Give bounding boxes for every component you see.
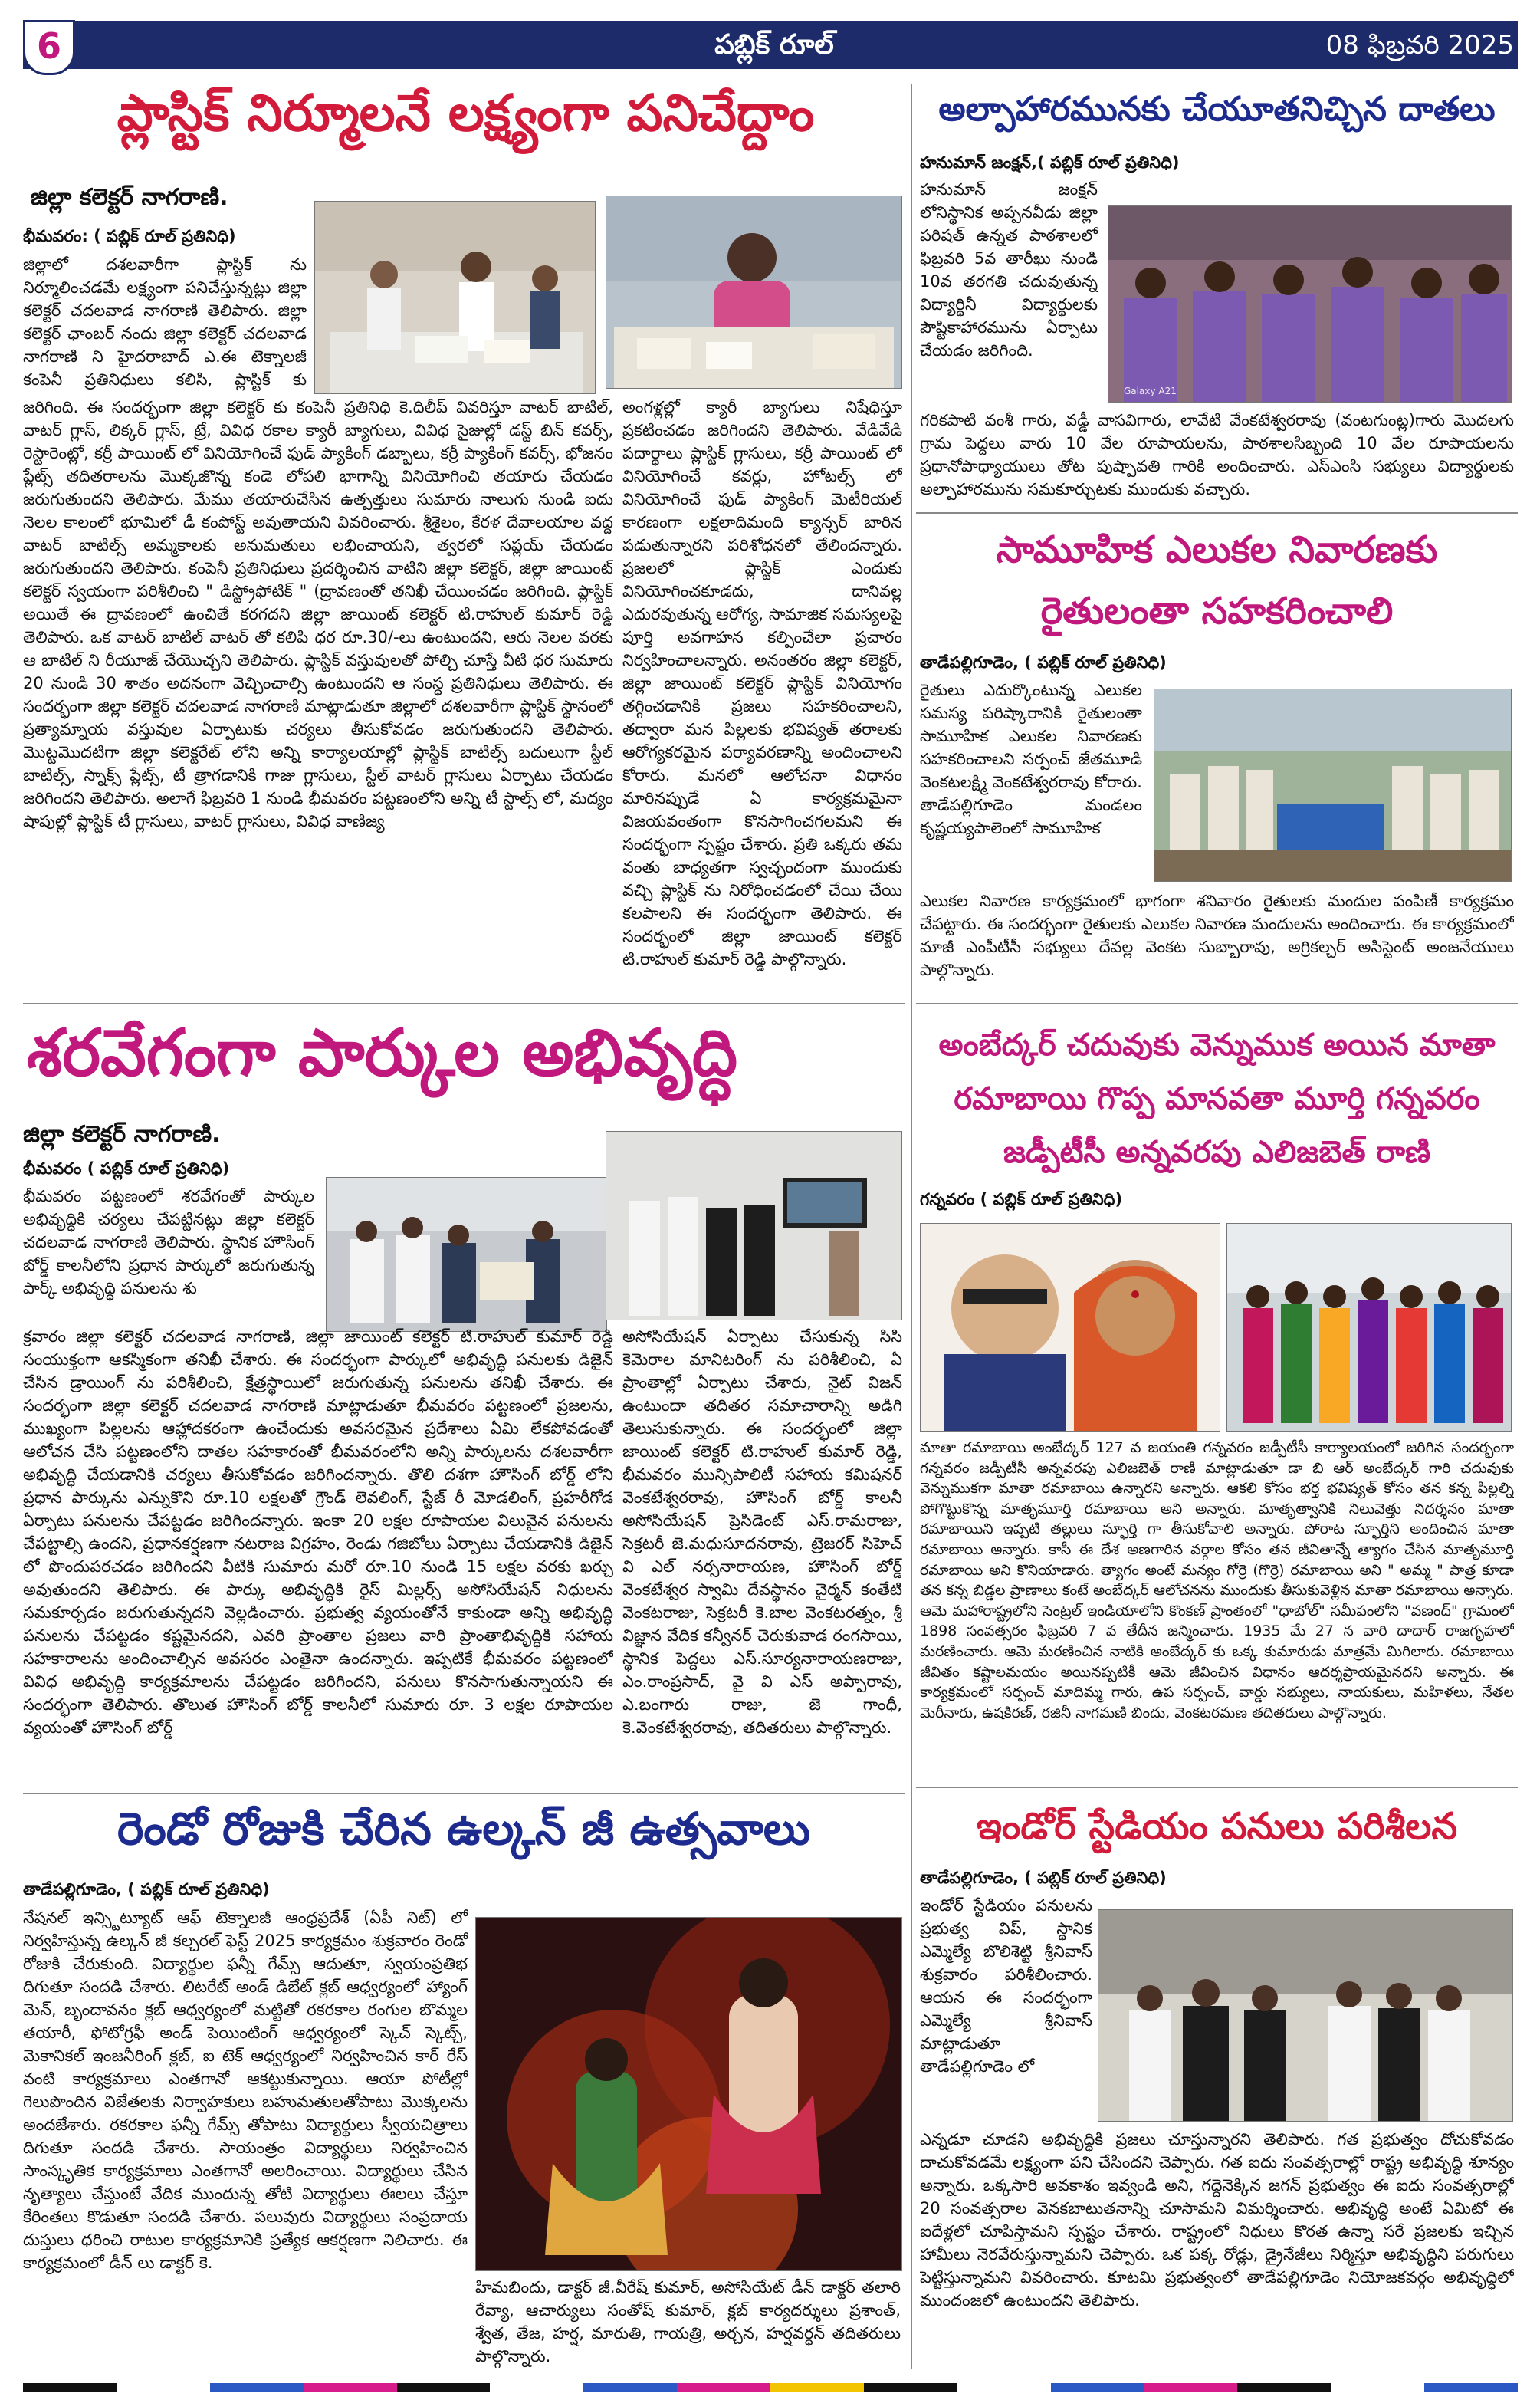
ramabai-dateline: గన్నవరం ( పబ్లిక్ రూల్ ప్రతినిధి) [920,1190,1123,1208]
rats-body-1: రైతులు ఎదుర్కొంటున్న ఎలుకల సమస్య పరిష్కారానికి రైతులంతా సామూహిక ఎలుకల నివారణకు సహకరించాలని సర్పంచ్ జేతమూడి వెంకటలక్ష్మి వెంకటేశ్వరరావు కోరారు. తాడేపల్లిగూడెం మండలం కృష్ణయ్యపాలెంలో సామూహిక [920,681,1142,838]
ramabai-headline-line2: రమాబాయి గొప్ప మానవతా మూర్తి గన్నవరం [954,1081,1480,1116]
school-photo-watermark: Galaxy A21 [1124,386,1177,396]
ulkan-body-1: నేషనల్ ఇన్స్టిట్యూట్ ఆఫ్ టెక్నాలజీ ఆంధ్రప్రదేశ్ (ఏపీ నిట్) లో నిర్వహిస్తున్న ఉల్కన్ జీ కల్చరల్ ఫెస్ట్ 2025 కార్యక్రమం శుక్రవారం రెండో రోజుకి చేరుకుంది. విద్యార్థుల ఫన్నీ గేమ్స్ ఆదుతూ, స్వయంప్రతిభ దిగుతూ సందడి చేశారు. లిటరేట్ అండ్ డిబేట్ క్లబ్ ఆధ్వర్యంలో హ్యాంగ్ మెన్, బృందావనం క్లబ్ ఆధ్వర్యంలో మట్టితో రకరకాల రంగుల బొమ్మల తయారీ, ఫోటోగ్రఫీ అండ్ పెయింటింగ్ ఆధ్వర్యంలో స్కెచ్ స్కెట్చ్, మెకానికల్ ఇంజనీరింగ్ క్లబ్, ఐ టెక్ ఆధ్వర్యంలో నిర్వహించిన కార్ రేస్ వంటి కార్యక్రమాలు ఎంతగానో ఆకట్టుకున్నాయి. ఆయా పోటీల్లో గెలుపొందిన విజేతలకు నిర్వాహకులు బహుమతులతోపాటు మొక్కలను అందజేశారు. రకరకాల ఫన్నీ గేమ్స్ తోపాటు విద్యార్థులు స్వీయచిత్రాలు దిగుతూ సందడి చేశారు. సాయంత్రం విద్యార్థులు నిర్వహించిన సాంస్కృతిక కార్యక్రమాలు ఎంతగానో అలరించాయి. విద్యార్థులు చేసిన నృత్యాలు చేస్తుంటే వేదిక ముందున్న తోటి విద్యార్థులు ఈలలు చేస్తూ కేరింతలు కొడుతూ సందడి చేశారు. పలువురు విద్యార్థులు సంప్రదాయ దుస్తులు ధరించి రాటుల కార్యక్రమానికి ప్రత్యేక ఆకర్షణగా నిలిచారు. ఈ కార్యక్రమంలో డీన్ లు డాక్టర్ కె. [23,1908,468,2273]
stadium-body-1: ఇండోర్ స్టేడియం పనులను ప్రభుత్వ విప్, స్థానిక ఎమ్మెల్యే బొలిశెట్టి శ్రీనివాస్ శుక్రవారం పరిశీలించారు. ఆయన ఈ సందర్భంగా ఎమ్మెల్యే శ్రీనివాస్ మాట్లాడుతూ తాడేపల్లిగూడెం లో [920,1896,1092,2076]
ramabai-headline-line3: జడ్పీటీసీ అన్నవరపు ఎలిజబెత్ రాణి [1003,1135,1431,1170]
ulkan-dateline: తాడేపల్లిగూడెం, ( పబ్లిక్ రూల్ ప్రతినిధి) [23,1880,270,1899]
parks-body-2: క్రవారం జిల్లా కలెక్టర్ చదలవాడ నాగరాణి, జిల్లా జాయింట్ కలెక్టర్ టి.రాహుల్ కుమార్ రెడ్డి సంయుక్తంగా ఆకస్మికంగా తనిఖీ చేశారు. ఈ సందర్భంగా పార్కులో అభివృద్ధి పనులకు డిజైన్ చేసిన డ్రాయింగ్ ను పరిశీలించి, క్షేత్రస్థాయిలో జరుగుతున్న పనులను తనిఖీ చేశారు. ఈ సందర్భంగా జిల్లా కలెక్టర్ చదలవాడ నాగరాణి మాట్లాడుతూ భీమవరం పట్టణంలో ప్రజలను, ముఖ్యంగా పిల్లలను ఆహ్లాదకరంగా ఉంచేందుకు అవసరమైన ప్రదేశాలు ఏమి లేకపోవడంతో ఆలోచన చేసి పట్టణంలోని దాతల సహకారంతో భీమవరంలోని అన్ని పార్కులను దశలవారీగా అభివృద్ధి చేయడానికి చర్యలు తీసుకోవడం జరిగిందన్నారు. తొలి దశగా హౌసింగ్ బోర్డ్ లోని ప్రధాన పార్కును ఎన్నుకొని రూ.10 లక్షలతో గ్రౌండ్ లెవలింగ్, స్టేజ్ రీ మోడలింగ్, ప్రహరీగోడ ఏర్పాటు పనులను చేపట్టడం జరిగిందన్నారు. ఇంకా 20 లక్షల రూపాయల విలువైన పనులను చేపట్టాల్సి ఉందని, ప్రధానకర్షణగా నటరాజ విగ్రహం, రెండు గజిబోలు ఏర్పాటు చేయడానికి డిజైన్ లో పొందుపరచడం జరిగిందని వీటికి సుమారు మరో రూ.10 నుండి 15 లక్షల వరకు ఖర్చు అవుతుందని తెలిపారు. ఈ పార్కు అభివృద్ధికి రైస్ మిల్లర్స్ అసోసియేషన్ నిధులను సమకూర్చడం జరుగుతున్నదని వెల్లడించారు. ప్రభుత్వ వ్యయంతోనే కాకుండా అన్ని అభివృద్ధి పనులను చేపట్టడం కష్టమైనదని, ఎవరి ప్రాంతాల ప్రజలు వారి ప్రాంతాభివృద్ధికి సహాయ సహకారాలను అందించాల్సిన అవసరం ఎంతైనా ఉందన్నారు. ఇప్పటికే భీమవరం పట్టణంలో వివిధ అభివృద్ధి కార్యక్రమాలను చేపట్టడం జరిగిందని, పనులు కొనసాగుతున్నాయని ఈ సందర్భంగా తెలిపారు. తొలుత హౌసింగ్ బోర్డ్ కాలనీలో సుమారు రూ. 3 లక్షల రూపాయల వ్యయంతో హౌసింగ్ బోర్డ్ [23,1327,613,1738]
meal-body-2: గరికపాటి వంశీ గారు, వడ్డీ వాసవిగారు, లావేటి వేంకటేశ్వరరావు (వంటగుంట్ల)గారు మొదలగు గ్రామ పెద్దలు వారు 10 వేల రూపాయలను, పాఠశాలసిబ్బంది 10 వేల రూపాయలను ప్రధానోపాధ్యాయులు తోట పుష్పావతి గారికి అందించారు. ఎస్ఎంసి సభ్యులు విద్యార్థులకు అల్పాహారమును సమకూర్చుటకు ముందుకు వచ్చారు. [920,411,1514,499]
issue-date: 08 ఫిబ్రవరి 2025 [1325,30,1514,61]
section-divider [23,1003,905,1004]
photo-farmers-group [1154,689,1512,882]
photo-school-students [1108,205,1512,403]
meal-body-1: హనుమాన్ జంక్షన్ లోనిస్థానిక అప్పనవీడు జిల్లా పరిషత్ ఉన్నత పాఠశాలలో ఫిబ్రవరి 5వ తారీఖు నుండి 10వ తరగతి చదువుతున్న విద్యార్థినీ విద్యార్థులకు పౌష్టికాహారమును ఏర్పాటు చేయడం జరిగింది. [920,180,1098,360]
photo-women-gathering [1226,1223,1512,1432]
section-divider-2 [23,1793,905,1794]
plastic-body-1-cont [23,396,613,994]
ulkan-body-2: హిమబిందు, డాక్టర్ జీ.వీరేష్ కుమార్, అసోసియేట్ డీన్ డాక్టర్ తలారి రేవ్యా, ఆచార్యులు సంతోష్ కుమార్, క్లబ్ కార్యదర్శులు ప్రశాంత్, శ్వేత, తేజ, హర్ష, మారుతి, గాయత్రి, అర్చన, హర్షవర్ధన్ తదితరులు పాల్గొన్నారు. [475,2278,901,2366]
parks-dateline: భీమవరం ( పబ్లిక్ రూల్ ప్రతినిధి) [23,1159,230,1178]
plastic-headline: ప్లాస్టిక్ నిర్మూలనే లక్ష్యంగా పనిచేద్దాం [117,84,815,143]
rats-body-2: ఎలుకల నివారణ కార్యక్రమంలో భాగంగా శనివారం రైతులకు మందుల పంపిణీ కార్యక్రమం చేపట్టారు. ఈ సందర్భంగా రైతులకు ఎలుకల నివారణ మందులను అందించారు. ఈ కార్యక్రమంలో మాజీ ఎంపీటీసీ సభ్యులు దేవల్ల వెంకట సుబ్బారావు, అగ్రికల్చర్ అసిస్టెంట్ అంజనేయులు పాల్గొన్నారు. [920,892,1514,980]
plastic-body-2: అంగళ్లల్లో క్యారీ బ్యాగులు నిషేధిస్తూ ప్రకటించడం జరిగిందని తెలిపారు. వేడివేడి పదార్థాలు ప్లాస్టిక్ గ్లాసులు, కర్రీ పాయింట్ లో వినియోగించే కవర్లు, హోటల్స్ లో వినియోగించే ఫుడ్ ప్యాకింగ్ మెటీరియల్ కారణంగా లక్షలాదిమంది క్యాన్సర్ బారిన పడుతున్నారని పరిశోధనలో తేలిందన్నారు. ప్రజలలో ప్లాస్టిక్ ఎందుకు వినియోగించకూడదు, దానివల్ల ఎదురవుతున్న ఆరోగ్య, సామాజిక సమస్యలపై పూర్తి అవగాహన కల్పించేలా ప్రచారం నిర్వహించాలన్నారు. అనంతరం జిల్లా కలెక్టర్, జిల్లా జాయింట్ కలెక్టర్ ప్లాస్టిక్ వినియోగం తగ్గించడానికి ప్రజలు సహకరించాలని, తద్వారా మన పిల్లలకు భవిష్యత్ తరాలకు ఆరోగ్యకరమైన పర్యావరణాన్ని అందించాలని కోరారు. మనలో ఆలోచనా విధానం మారినప్పుడే ఏ కార్యక్రమమైనా విజయవంతంగా కొనసాగించగలమని ఈ సందర్భంగా స్పష్టం చేశారు. ప్రతి ఒక్కరు తమ వంతు బాధ్యతగా స్వచ్ఛందంగా ముందుకు వచ్చి ప్లాస్టిక్ ను నిరోధించడంలో చేయి చేయి కలపాలని ఈ సందర్భంగా తెలిపారు. ఈ సందర్భంలో జిల్లా జాయింట్ కలెక్టర్ టి.రాహుల్ కుమార్ రెడ్డి పాల్గొన్నారు. [622,398,902,969]
parks-byline: జిల్లా కలెక్టర్ నాగరాణి. [23,1121,221,1148]
parks-body-1: భీమవరం పట్టణంలో శరవేగంతో పార్కుల అభివృద్ధికి చర్యలు చేపట్టినట్లు జిల్లా కలెక్టర్ చదలవాడ నాగరాణి తెలిపారు. స్థానిక హౌసింగ్ బోర్డ్ కాలనీలోని ప్రధాన పార్కులో జరుగుతున్న పార్క్ అభివృద్ధి పనులను శు [23,1187,314,1298]
rats-dateline: తాడేపల్లిగూడెం, ( పబ్లిక్ రూల్ ప్రతినిధి) [920,653,1167,672]
plastic-body-1-text: జరిగింది. ఈ సందర్భంగా జిల్లా కలెక్టర్ కు కంపెనీ ప్రతినిధి కె.దిలీప్ వివరిస్తూ వాటర్ బాటిల్, వాటర్ గ్లాస్, లిక్కర్ గ్లాస్, ట్రే, వివిధ రకాల క్యారీ బ్యాగులు, వివిధ సైజుల్లో డస్ట్ బిన్ కవర్స్, రెస్టారెంట్లో, కర్రీ పాయింట్ లో వినియోగించే ఫుడ్ ప్యాకింగ్ డబ్బాలు, కర్రీ ప్యాకింగ్ కవర్స్, భోజనం ప్లేట్స్ తదితరాలను మొక్కజొన్న కండె లోపలి భాగాన్ని వినియోగించి తయారు చేయడం జరుగుతుందని తెలిపారు. మేము తయారుచేసిన ఉత్పత్తులు సుమారు నాలుగు నుండి ఐదు నెలల కాలంలో భూమిలో డీ కంపోస్ట్ అవుతాయని వివరించారు. శ్రీశైలం, కేరళ దేవాలయాల వద్ద వాటర్ బాటిల్స్ అమ్మకాలకు అనుమతులు లభించాయని, త్వరలో సప్లయ్ చేయడం జరుగుతుందని తెలిపారు. కంపెనీ ప్రతినిధులు ప్రదర్శించిన వాటిని జిల్లా కలెక్టర్, జిల్లా జాయింట్ కలెక్టర్ స్వయంగా పరిశీలించి " డిస్ట్రోఫోటిక్ " (ద్రావణంతో తనిఖీ చేయించడం జరిగింది. ప్లాస్టిక్ అయితే ఈ ద్రావణంలో ఉంచితే కరగదని జిల్లా జాయింట్ కలెక్టర్ టి.రాహుల్ కుమార్ రెడ్డి తెలిపారు. ఒక వాటర్ బాటిల్ వాటర్ తో కలిపి ధర రూ.30/-లు ఉంటుందని, ఆరు నెలల వరకు ఆ బాటిల్ ని రీయూజ్ చేయొచ్చని తెలిపారు. ప్లాస్టిక్ వస్తువులతో పోల్చి చూస్తే వీటి ధర సుమారు 20 నుండి 30 శాతం అదనంగా వెచ్చించాల్సి ఉంటుందని ఆ సంస్థ ప్రతినిధులు తెలిపారు. ఈ సందర్భంగా జిల్లా కలెక్టర్ చదలవాడ నాగరాణి మాట్లాడుతూ జిల్లాలో దశలవారీగా ప్లాస్టిక్ స్థానంలో ప్రత్యామ్నాయ వస్తువుల ఏర్పాటుకు చర్యలు తీసుకోవడం జరుగుతుందని తెలిపారు. మొట్టమొదటిగా జిల్లా కలెక్టరేట్ లోని అన్ని కార్యాలయాల్లో ప్లాస్టిక్ బాటిల్స్ బదులుగా స్టీల్ బాటిల్స్, స్నాక్స్ ప్లేట్స్, టీ త్రాగడానికి గాజు గ్లాసులు, స్టీల్ వాటర్ గ్లాసులు ఏర్పాటు చేయడం జరిగిందని తెలిపారు. అలాగే ఫిబ్రవరి 1 నుండి భీమవరం పట్టణంలోని అన్ని టీ స్టాల్స్ లో, మద్యం షాపుల్లో ప్లాస్టిక్ టీ గ్లాసులు, వాటర్ గ్లాసులు, వివిధ వాణిజ్య [23,398,613,831]
parks-body-3: అసోసియేషన్ ఏర్పాటు చేసుకున్న సిసి కెమెరాల మానిటరింగ్ ను పరిశీలించి, ఏ ప్రాంతాల్లో ఏర్పాటు చేశారు, నైట్ విజన్ ఉంటుందా తదితర సమాచారాన్ని అడిగి తెలుసుకున్నారు. ఈ సందర్భంలో జిల్లా జాయింట్ కలెక్టర్ టి.రాహుల్ కుమార్ రెడ్డి, భీమవరం మున్సిపాలిటీ సహాయ కమిషనర్ వెంకటేశ్వరరావు, హౌసింగ్ బోర్డ్ కాలనీ అసోసియేషన్ ప్రెసిడెంట్ ఎస్.రామరాజు, సెక్రటరీ జె.మధుసూదనరావు, ట్రెజరర్ సిహెచ్ వి ఎల్ నర్సనారాయణ, హౌసింగ్ బోర్డ్ వెంకటేశ్వర స్వామి దేవస్థానం చైర్మన్ కంతేటి వెంకటరాజు, సెక్రటరీ కె.బాల వెంకటరత్నం, శ్రీ విజ్ఞాన వేదిక కన్వీనర్ చెరుకువాడ రంగసాయి, స్థానిక పెద్దలు ఎస్.సూర్యనారాయణరాజు, ఎం.రాంప్రసాద్, వై వి ఎస్ అప్పారావు, ఎ.బంగారు రాజు, జె గాంధీ, కె.వెంకటేశ్వరరావు, తదితరులు పాల్గొన్నారు. [622,1327,902,1738]
stadium-dateline: తాడేపల్లిగూడెం, ( పబ్లిక్ రూల్ ప్రతినిధి) [920,1869,1167,1887]
plastic-dateline: భీమవరం: ( పబ్లిక్ రూల్ ప్రతినిధి) [23,227,236,245]
plastic-body-1: జిల్లాలో దశలవారీగా ప్లాస్టిక్ ను నిర్మూలించడమే లక్ష్యంగా పనిచేస్తున్నట్లు జిల్లా కలెక్టర్ చదలవాడ నాగరాణి తెలిపారు. జిల్లా కలెక్టర్ ఛాంబర్ నందు జిల్లా కలెక్టర్ చదలవాడ నాగరాణి ని హైదరాబాద్ ఎ.ఈ టెక్నాలజీ కంపెనీ ప్రతినిధులు కలిసి, ప్లాస్టిక్ కు [23,255,307,390]
column-divider [911,84,912,2369]
stadium-body-2: ఎన్నడూ చూడని అభివృద్ధికి ప్రజలు చూస్తున్నారని తెలిపారు. గత ప్రభుత్వం దోచుకోవడం దాచుకోవడమే లక్ష్యంగా పని చేసిందని చెప్పారు. గత ఐదు సంవత్సరాల్లో రాష్ట్ర అభివృద్ధి శూన్యం అన్నారు. ఒక్కసారి అవకాశం ఇవ్వండి అని, గద్దెనెక్కిన జగన్ ప్రభుత్వం ఈ ఐదు సంవత్సరాల్లో 20 సంవత్సరాల వెనకబాటుతనాన్ని చూసామని విమర్శించారు. అభివృద్ధి అంటే ఏమిటో ఈ ఐదేళ్లలో చూపిస్తామని స్పష్టం చేశారు. రాష్ట్రంలో నిధులు కొరత ఉన్నా సరే ప్రజలకు ఇచ్చిన హామీలు నెరవేరుస్తున్నామని చెప్పారు. ఒక పక్క రోడ్లు, డ్రైనేజీలు నిర్మిస్తూ అభివృద్ధిని పరుగులు పెట్టిస్తున్నామని వివరించారు. కూటమి ప్రభుత్వంలో తాడేపల్లిగూడెం నియోజకవర్గం అభివృద్ధిలో ముందంజలో ఉంటుందని తెలిపారు. [920,2130,1514,2310]
rats-headline-line1: సామూహిక ఎలుకల నివారణకు [996,528,1438,571]
photo-collector-desk [606,196,902,389]
paper-name: పబ్లిక్ రూల్ [714,29,834,61]
section-divider-r2 [916,1003,1518,1004]
photo-ambedkar-ramabai [920,1223,1220,1432]
parks-headline: శరవేగంగా పార్కుల అభివృద్ధి [27,1015,738,1090]
footer-color-bar [23,2383,1518,2392]
photo-park-inspection [326,1177,607,1332]
section-divider-r1 [916,512,1518,514]
page-number: 6 [23,20,75,75]
photo-collector-demo [314,201,596,394]
rats-headline-line2: రైతులంతా సహకరించాలి [1040,590,1394,633]
plastic-byline: జిల్లా కలెక్టర్ నాగరాణి. [31,184,228,211]
ramabai-body-1: మాతా రమాబాయి అంబేద్కర్ 127 వ జయంతి గన్నవరం జడ్పీటీసీ కార్యాలయంలో జరిగిన సందర్భంగా గన్నవరం జడ్పీటీసీ అన్నవరపు ఎలిజబెత్ రాణి మాట్లాడుతూ డా బి ఆర్ అంబేద్కర్ గారి చదువుకు వెన్నుముకగా మాతా రమాబాయి ఉన్నారని అన్నారు. ఆకలి కోసం భర్త భవిష్యత్ కోసం తన కన్న పిల్లల్ని పోగొట్టుకొన్న మాతృమూర్తి రమాబాయి అని అన్నారు. మాతృత్వానికి నిలువెత్తు నిదర్శనం మాతా రమాబాయిని ఇప్పటి తల్లులు స్ఫూర్తి గా తీసుకోవాలి అన్నారు. పోరాట స్ఫూర్తిని అందించిన మాతా రమాబాయి అన్నారు. కాసీ ఈ దేశ అణగారిన వర్గాల కోసం తన జీవితాన్నే త్యాగం చేసిన మాతృమూర్తి రమాబాయి అని కొనియాడారు. త్యాగం అంటే మన్యం గోర్రె (గొర్రె) రమాబాయి అని " అమ్మ " పాత్ర కూడా తన కన్న బిడ్డల ప్రాణాలు కంటే అంబేద్కర్ ఆలోచనను ముందుకు తీసుకువెళ్లిన మాతా రమాబాయి అన్నారు. ఆమె మహారాష్ట్రలోని సెంట్రల్ ఇండియాలోని కొంకణ్ ప్రాంతంలో "ధాబోల్" సమీపంలోని "వణంద్" గ్రామంలో 1898 సంవత్సరం ఫిబ్రవరి 7 వ తేదీన జన్మించారు. 1935 మే 27 న వారి దాదార్ రాజగృహలో మరణించారు. ఆమె మరణించిన నాటికి అంబేద్కర్ కు ఒక్క కుమారుడు మాత్రమే మిగిలారు. రమాబాయి జీవితం కష్టాలమయం అయినప్పటికీ ఆమె జీవించిన విధానం ఆదర్శప్రాయమైనదని అన్నారు. ఈ కార్యక్రమంలో సర్పంచ్ మాదిమ్మ గారు, ఉప సర్పంచ్, వార్డు సభ్యులు, నాయకులు, మహిళలు, నేతల మెరీనారు, ఉషకిరణ్, రజినీ నాగమణి బిందు, వెంకటరమణ తదితరులు పాల్గొన్నారు. [920,1439,1514,1721]
ulkan-headline: రెండో రోజుకి చేరిన ఉల్కన్ జీ ఉత్సవాలు [117,1803,811,1855]
photo-mla-stadium [1098,1909,1513,2122]
stadium-headline: ఇండోర్ స్టేడియం పనులు పరిశీలన [976,1805,1458,1848]
meal-dateline: హనుమాన్ జంక్షన్,( పబ్లిక్ రూల్ ప్రతినిధి) [920,153,1180,172]
photo-cctv-room [606,1131,902,1320]
ramabai-headline-line1: అంబేద్కర్ చదువుకు వెన్నుముక అయిన మాతా [938,1027,1496,1063]
meal-headline: అల్పాహారమునకు చేయూతనిచ్చిన దాతలు [938,90,1496,129]
section-divider-r3 [916,1787,1518,1788]
photo-cultural-dance [475,1917,902,2271]
